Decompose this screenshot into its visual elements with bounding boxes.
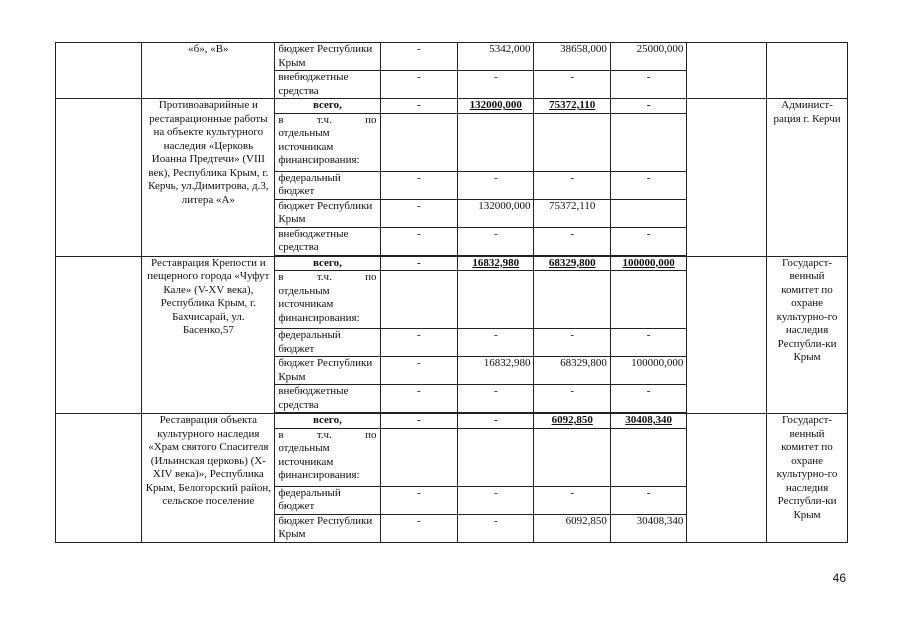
page-number: 46 [832, 571, 846, 585]
object-cell: Реставрация Крепости и пещерного города «Чуфут Кале» (V-XV века), Республика Крым, г. Бахчисарай, ул. Басенко,57 [142, 256, 275, 414]
value-cell: 132000,000 [458, 199, 534, 227]
value-cell: - [458, 329, 534, 357]
total-value: - [380, 256, 458, 271]
value-cell: - [534, 71, 610, 99]
value-cell [610, 199, 686, 227]
total-value: 16832,980 [458, 256, 534, 271]
subtotal-label [275, 113, 380, 171]
source-label: федеральный бюджет [275, 329, 380, 357]
value-cell: 6092,850 [534, 514, 610, 542]
table-row [56, 99, 848, 114]
total-value: - [458, 414, 534, 429]
value-cell: - [610, 385, 686, 413]
value-cell: 100000,000 [610, 357, 686, 385]
total-value: 100000,000 [610, 256, 686, 271]
empty-cell [687, 43, 767, 99]
total-label: всего, [275, 99, 380, 114]
value-cell: - [380, 199, 458, 227]
index-cell [56, 256, 142, 414]
total-value: 30408,340 [610, 414, 686, 429]
value-cell: - [380, 171, 458, 199]
value-cell: - [380, 329, 458, 357]
subtotal-label-line1: в т.ч. по [278, 113, 377, 126]
index-cell [56, 99, 142, 257]
subtotal-label-rest: отдельным источникам финансирования: [278, 284, 360, 324]
value-cell: - [458, 71, 534, 99]
source-label: федеральный бюджет [275, 486, 380, 514]
value-cell: 25000,000 [610, 43, 686, 71]
value-cell: 38658,000 [534, 43, 610, 71]
value-cell: - [534, 171, 610, 199]
value-cell: - [458, 514, 534, 542]
value-cell: - [458, 486, 534, 514]
value-cell: - [380, 357, 458, 385]
value-cell: - [380, 227, 458, 255]
empty-cell [687, 414, 767, 543]
value-cell: 5342,000 [458, 43, 534, 71]
value-cell: - [458, 171, 534, 199]
value-cell: 68329,800 [534, 357, 610, 385]
value-cell: - [458, 227, 534, 255]
index-cell [56, 414, 142, 543]
executor-cell [767, 43, 848, 99]
total-label: всего, [275, 414, 380, 429]
value-cell: - [534, 385, 610, 413]
object-cell: Реставрация объекта культурного наследия «Храм святого Спасителя (Ильинская церковь) (X-XIV века)», Республика Крым, Белогорский район, сельское поселение [142, 414, 275, 543]
subtotal-label-rest: отдельным источникам финансирования: [278, 127, 360, 166]
table-row [56, 256, 848, 271]
source-label: внебюджетные средства [275, 227, 380, 255]
executor-cell: Государст-венный комитет по охране культурно-го наследия Республи-ки Крым [767, 256, 848, 414]
subtotal-label [275, 271, 380, 329]
total-value: 75372,110 [534, 99, 610, 114]
table-row [56, 43, 848, 71]
object-cell: «б», «В» [142, 43, 275, 99]
value-cell: 16832,980 [458, 357, 534, 385]
source-label: бюджет Республики Крым [275, 514, 380, 542]
subtotal-label [275, 428, 380, 486]
total-value: - [380, 414, 458, 429]
total-value: - [610, 99, 686, 114]
value-cell: 75372,110 [534, 199, 610, 227]
value-cell: - [610, 227, 686, 255]
source-label: внебюджетные средства [275, 385, 380, 413]
subtotal-label-rest: отдельным источникам финансирования: [278, 442, 360, 481]
value-cell: - [458, 385, 534, 413]
value-cell: - [534, 227, 610, 255]
total-value: 6092,850 [534, 414, 610, 429]
empty-cell [687, 99, 767, 257]
value-cell: - [380, 514, 458, 542]
source-label: внебюджетные средства [275, 71, 380, 99]
object-cell: Противоаварийные и реставрационные работы на объекте культурного наследия «Церковь Иоанна Предтечи» (VIII век), Республика Крым, г. Керчь, ул.Димитрова, д.3, литера «А» [142, 99, 275, 257]
total-label: всего, [275, 256, 380, 271]
subtotal-label-line1: в т.ч. по [278, 271, 377, 283]
source-label: бюджет Республики Крым [275, 43, 380, 71]
value-cell: - [610, 329, 686, 357]
total-value: - [380, 99, 458, 114]
value-cell: - [380, 385, 458, 413]
executor-cell: Админист-рация г. Керчи [767, 99, 848, 257]
source-label: федеральный бюджет [275, 171, 380, 199]
funding-table [55, 42, 848, 543]
value-cell: - [380, 71, 458, 99]
value-cell: - [380, 486, 458, 514]
value-cell: - [610, 486, 686, 514]
total-value: 68329,800 [534, 256, 610, 271]
value-cell: 30408,340 [610, 514, 686, 542]
executor-cell: Государст-венный комитет по охране культурно-го наследия Республи-ки Крым [767, 414, 848, 543]
value-cell: - [610, 171, 686, 199]
source-label: бюджет Республики Крым [275, 199, 380, 227]
source-label: бюджет Республики Крым [275, 357, 380, 385]
index-cell [56, 43, 142, 99]
total-value: 132000,000 [458, 99, 534, 114]
empty-cell [687, 256, 767, 414]
value-cell: - [380, 43, 458, 71]
value-cell: - [534, 329, 610, 357]
subtotal-label-line1: в т.ч. по [278, 428, 377, 441]
table-row [56, 414, 848, 429]
value-cell: - [610, 71, 686, 99]
value-cell: - [534, 486, 610, 514]
